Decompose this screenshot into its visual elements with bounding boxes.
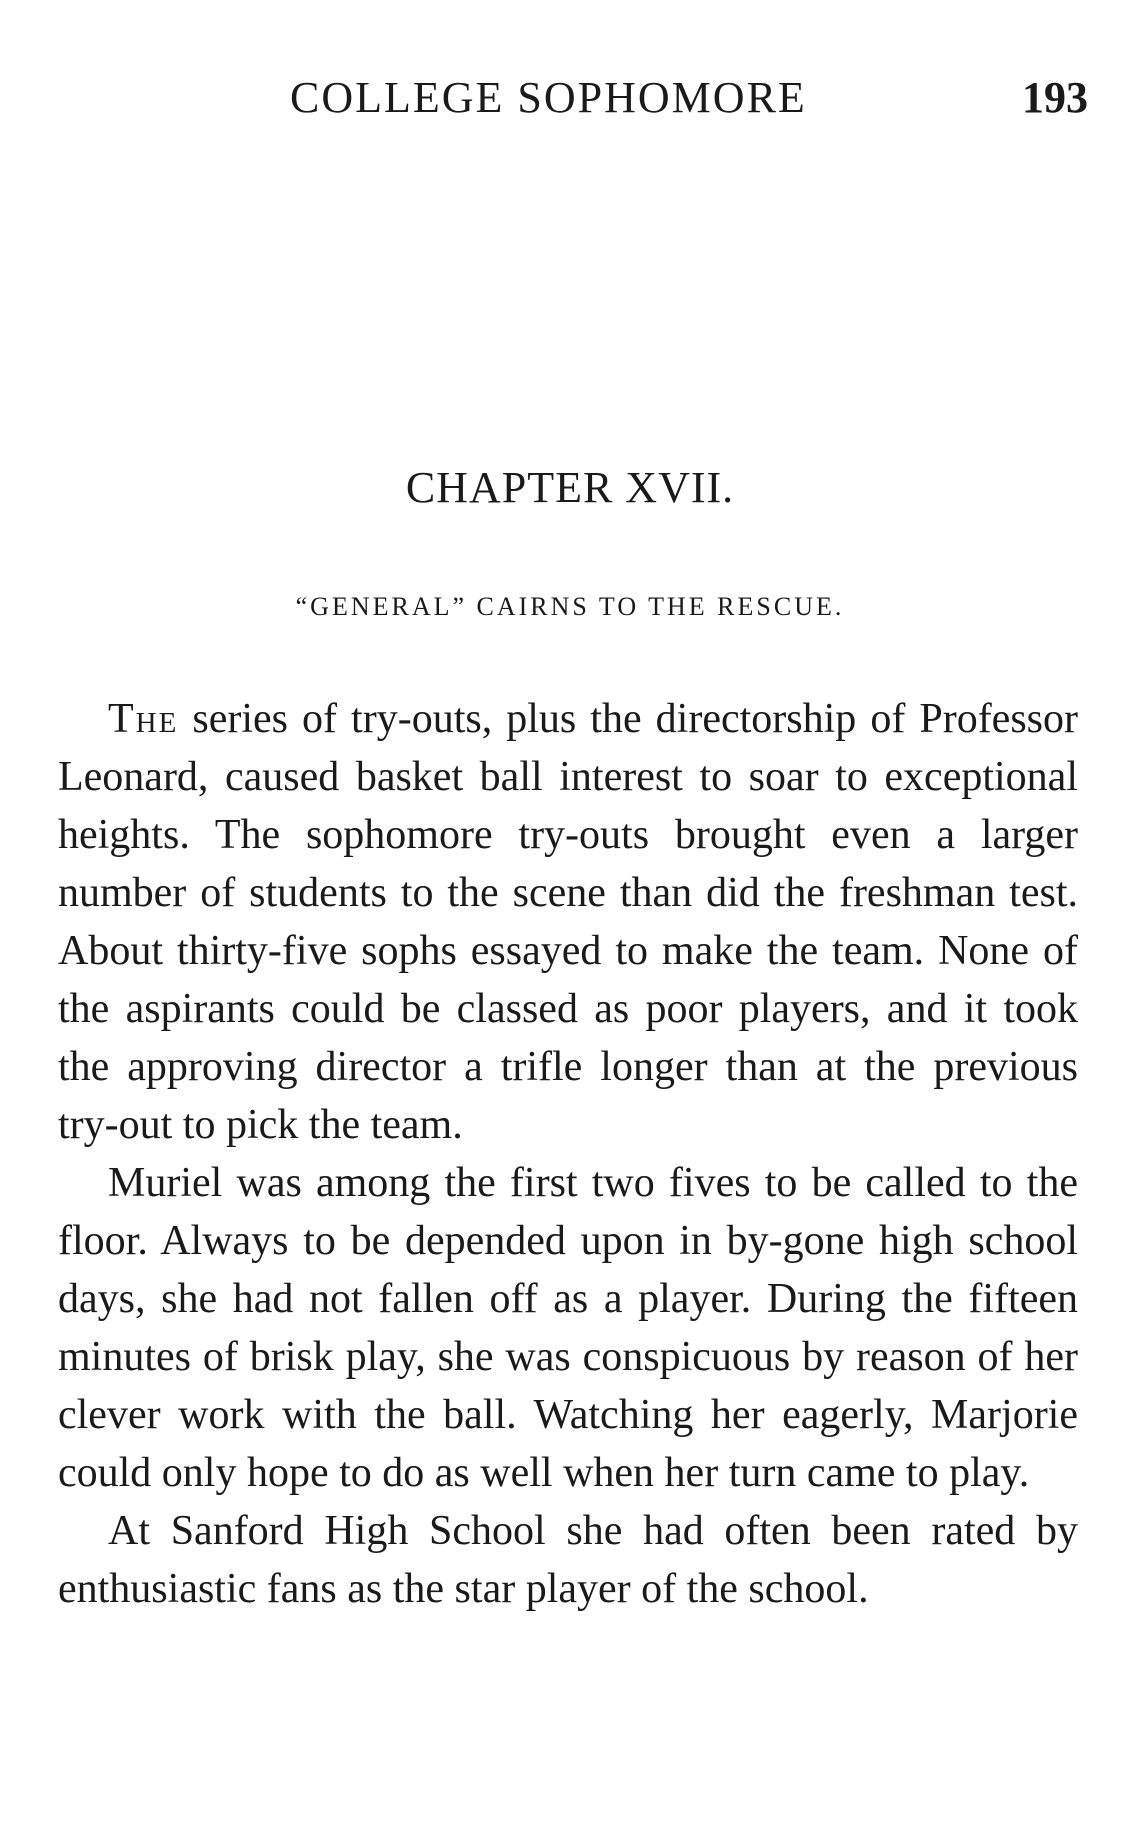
page-number: 193 [1022,73,1088,122]
running-title: COLLEGE SOPHOMORE [290,73,807,122]
running-head [0,72,1140,132]
paragraph-lead-word: The [108,696,179,742]
chapter-subtitle: “GENERAL” CAIRNS TO THE RESCUE. [295,592,845,621]
body-text [58,690,1078,1618]
chapter-title: CHAPTER XVII. [405,463,735,512]
paragraph-2: Muriel was among the first two fives to be called to the floor. Always to be depended upon in by-gone high school days, she had not fallen off as a player. During the fifteen minutes of brisk play, she was conspicuous by reason of her clever work with the ball. Watching her eagerly, Marjorie could only hope to do as well when her turn came to play. [58,1160,1078,1496]
paragraph-text: series of try-outs, plus the directorship of Professor Leonard, caused basket ball interest to soar to exceptional heights. The sophomore try-outs brought even a larger number of students to the scene than did the freshman test. About thirty-five sophs essayed to make the team. None of the aspirants could be classed as poor players, and it took the approving director a trifle longer than at the previous try-out to pick the team. [58,696,1078,1148]
paragraph-1 [58,690,1078,1154]
paragraph-3: At Sanford High School she had often been rated by enthusiastic fans as the star player of the school. [58,1508,1078,1612]
